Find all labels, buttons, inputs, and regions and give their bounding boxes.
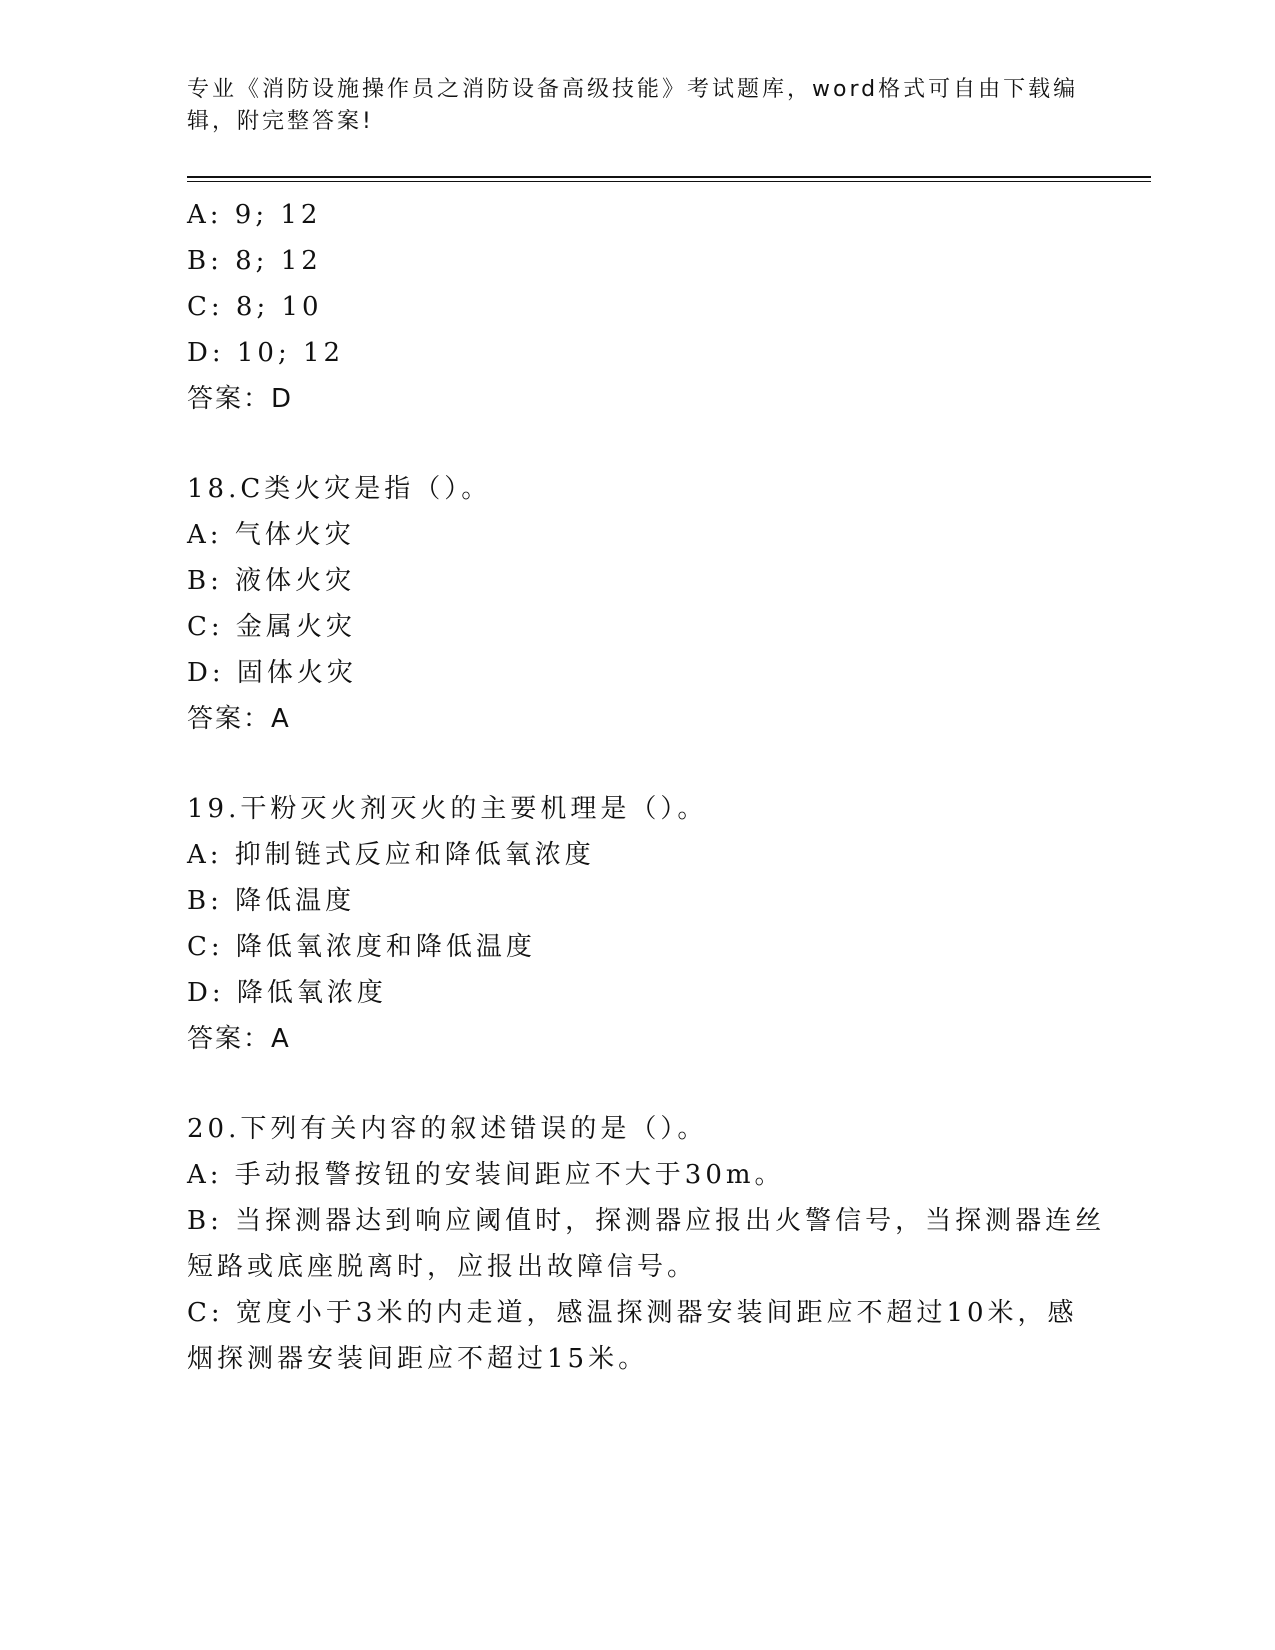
question-text: 19.干粉灭火剂灭火的主要机理是（）。 xyxy=(187,794,708,824)
answer-line: 答案：D xyxy=(187,384,294,414)
option-b: B: 降低温度 xyxy=(187,886,356,916)
answer-line: 答案：A xyxy=(187,1024,291,1054)
option-a: A: 气体火灾 xyxy=(187,520,355,550)
header-divider xyxy=(187,176,1151,182)
option-c-line-1: C: 宽度小于3米的内走道，感温探测器安装间距应不超过10米，感 xyxy=(187,1298,1078,1328)
option-c: C: 降低氧浓度和降低温度 xyxy=(187,932,536,962)
question-20 xyxy=(187,1106,1106,1382)
spacer xyxy=(187,1062,1087,1106)
option-d: D: 固体火灾 xyxy=(187,658,357,688)
spacer xyxy=(187,742,1087,786)
question-17 xyxy=(187,192,1087,422)
option-a: A: 抑制链式反应和降低氧浓度 xyxy=(187,840,595,870)
option-b-line-2: 短路或底座脱离时，应报出故障信号。 xyxy=(187,1252,698,1282)
option-d: D: 10; 12 xyxy=(187,338,345,368)
option-a: A: 9; 12 xyxy=(187,200,322,230)
option-d: D: 降低氧浓度 xyxy=(187,978,387,1008)
document-header xyxy=(187,74,1087,138)
spacer xyxy=(187,422,1087,466)
option-b: B: 液体火灾 xyxy=(187,566,356,596)
question-text: 18.C类火灾是指（）。 xyxy=(187,474,492,504)
option-c-line-2: 烟探测器安装间距应不超过15米。 xyxy=(187,1344,649,1374)
header-line-2: 辑，附完整答案! xyxy=(187,109,374,134)
option-c: C: 8; 10 xyxy=(187,292,323,322)
question-19 xyxy=(187,786,1087,1062)
header-line-1: 专业《消防设施操作员之消防设备高级技能》考试题库，word格式可自由下载编 xyxy=(187,77,1079,102)
option-b: B: 8; 12 xyxy=(187,246,322,276)
question-18 xyxy=(187,466,1087,742)
question-list xyxy=(187,192,1106,1382)
question-text: 20.下列有关内容的叙述错误的是（）。 xyxy=(187,1114,708,1144)
option-c: C: 金属火灾 xyxy=(187,612,356,642)
option-b-line-1: B: 当探测器达到响应阈值时，探测器应报出火警信号，当探测器连丝 xyxy=(187,1206,1106,1236)
answer-line: 答案：A xyxy=(187,704,291,734)
option-a: A: 手动报警按钮的安装间距应不大于30m。 xyxy=(187,1160,785,1190)
